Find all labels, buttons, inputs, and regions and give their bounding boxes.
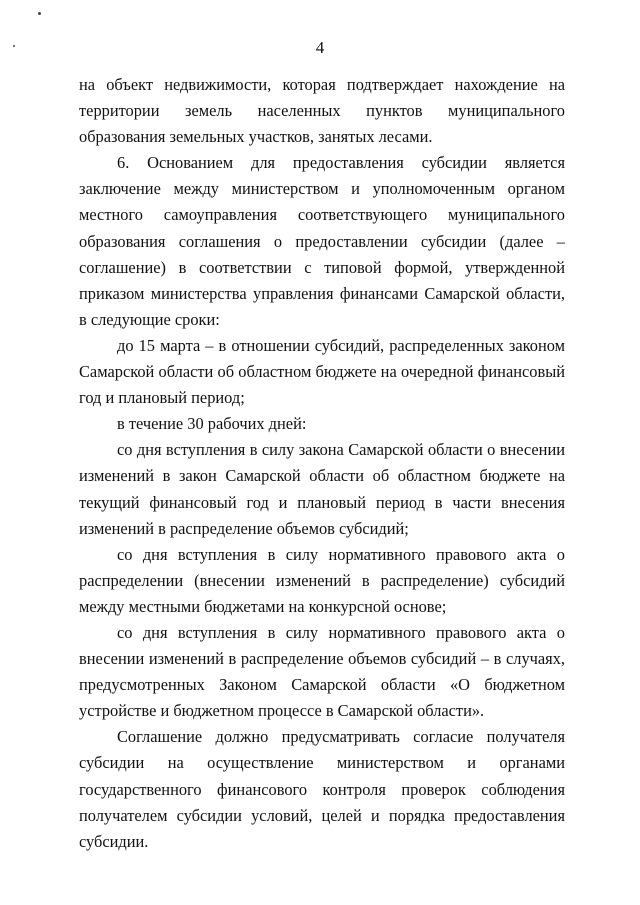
document-body: [79, 72, 565, 855]
paragraph-deadline-march: до 15 марта – в отношении субсидий, распределенных законом Самарской области об областном бюджете на очередной финансовый год и плановый период;: [79, 335, 565, 408]
paragraph-legal-act-amendment: со дня вступления в силу нормативного правового акта о внесении изменений в распределение объемов субсидий – в случаях, предусмотренных Законом Самарской области «О бюджетном устройстве и бюджетном процессе в Самарской области».: [79, 622, 565, 721]
page-number: 4: [315, 38, 325, 57]
paragraph-law-amendment: со дня вступления в силу закона Самарской области о внесении изменений в закон Самарской области об областном бюджете на текущий финансовый год и плановый период в части внесения изменений в распределение объемов субсидий;: [79, 440, 565, 538]
paragraph-continuation: на объект недвижимости, которая подтверждает нахождение на территории земель населенных пунктов муниципального образования земельных участков, занятых лесами.: [79, 75, 565, 147]
paragraph-agreement-consent: Соглашение должно предусматривать согласие получателя субсидии на осуществление министерством и органами государственного финансового контроля проверок соблюдения получателем субсидии условий, целей и порядка предоставления субсидии.: [79, 727, 565, 851]
paragraph-30-days: в течение 30 рабочих дней:: [117, 414, 307, 434]
scan-speck: [38, 12, 41, 15]
paragraph-clause-6: 6. Основанием для предоставления субсидии является заключение между министерством и уполномоченным органом местного самоуправления соответствующего муниципального образования соглашения о предоставлении субсидии (далее – соглашение) в соответствии с типовой формой, утвержденной приказом министерства управления финансами Самарской области, в следующие сроки:: [79, 153, 565, 329]
paragraph-competitive-distribution: со дня вступления в силу нормативного правового акта о распределении (внесении изменений в распределение) субсидий между местными бюджетами на конкурсной основе;: [79, 544, 565, 616]
